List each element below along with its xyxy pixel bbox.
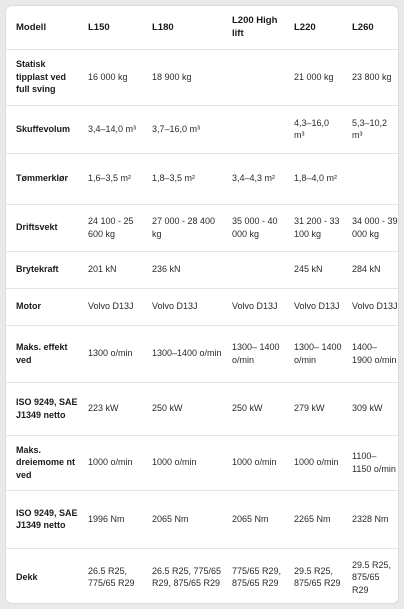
row-label: Statisk tipplast ved full sving <box>6 49 78 105</box>
table-cell: 279 kW <box>284 382 342 435</box>
table-cell <box>222 105 284 153</box>
table-row-driftsvekt <box>6 204 398 251</box>
row-label: Brytekraft <box>6 251 78 288</box>
table-row-skuffevolum <box>6 105 398 153</box>
table-cell: 245 kN <box>284 251 342 288</box>
table-cell: 201 kN <box>78 251 142 288</box>
table-cell: 1,8–3,5 m² <box>142 153 222 204</box>
row-label: ISO 9249, SAE J1349 netto <box>6 490 78 548</box>
table-cell: 1300–1400 o/min <box>142 325 222 382</box>
table-row-effekt-netto <box>6 382 398 435</box>
table-cell: 1000 o/min <box>78 435 142 490</box>
table-cell: 1000 o/min <box>284 435 342 490</box>
table-cell: 2265 Nm <box>284 490 342 548</box>
table-cell: 3,4–4,3 m² <box>222 153 284 204</box>
row-label: Maks. dreiemome nt ved <box>6 435 78 490</box>
table-cell: 284 kN <box>342 251 398 288</box>
table-cell: 1000 o/min <box>222 435 284 490</box>
table-cell <box>342 153 398 204</box>
table-cell: 21 000 kg <box>284 49 342 105</box>
table-row-tommerklor <box>6 153 398 204</box>
header-modell: Modell <box>6 6 78 49</box>
table-cell: 309 kW <box>342 382 398 435</box>
row-label: ISO 9249, SAE J1349 netto <box>6 382 78 435</box>
table-cell: 3,7–16,0 m³ <box>142 105 222 153</box>
table-cell: 5,3–10,2 m³ <box>342 105 398 153</box>
table-cell: 775/65 R29, 875/65 R29 <box>232 565 282 589</box>
table-cell: 236 kN <box>142 251 222 288</box>
table-cell: 250 kW <box>222 382 284 435</box>
table-row-motor <box>6 288 398 325</box>
table-cell: 4,3–16,0 m³ <box>284 105 342 153</box>
table-cell: 1300– 1400 o/min <box>284 325 342 382</box>
table-cell: 250 kW <box>142 382 222 435</box>
table-cell <box>222 251 284 288</box>
table-row-statisk-tipplast <box>6 49 398 105</box>
header-l180: L180 <box>142 6 222 49</box>
table-cell: 223 kW <box>78 382 142 435</box>
table-cell: 31 200 - 33 100 kg <box>284 204 342 251</box>
table-row-brytekraft <box>6 251 398 288</box>
table-cell: 1300– 1400 o/min <box>222 325 284 382</box>
header-l150: L150 <box>78 6 142 49</box>
table-cell: 2065 Nm <box>142 490 222 548</box>
table-row-maks-effekt <box>6 325 398 382</box>
table-cell: 27 000 - 28 400 kg <box>142 204 222 251</box>
table-cell: 35 000 - 40 000 kg <box>222 204 284 251</box>
row-label: Motor <box>6 288 78 325</box>
table-cell: 26.5 R25, 775/65 R29, 875/65 R29 <box>152 565 222 589</box>
table-cell: Volvo D13J <box>142 288 222 325</box>
row-label: Maks. effekt ved <box>6 325 78 382</box>
table-cell <box>222 49 284 105</box>
table-cell: Volvo D13J <box>222 288 284 325</box>
row-label: Dekk <box>16 572 38 582</box>
table-cell: Volvo D13J <box>342 288 398 325</box>
table-cell: 24 100 - 25 600 kg <box>78 204 142 251</box>
row-label: Tømmerklør <box>6 153 78 204</box>
table-cell: 2328 Nm <box>342 490 398 548</box>
spec-table <box>6 6 398 603</box>
table-cell: 2065 Nm <box>222 490 284 548</box>
header-l220: L220 <box>284 6 342 49</box>
table-row-maks-dreiemoment <box>6 435 398 490</box>
table-cell: 23 800 kg <box>342 49 398 105</box>
table-cell: Volvo D13J <box>284 288 342 325</box>
row-label: Driftsvekt <box>6 204 78 251</box>
table-cell: 18 900 kg <box>142 49 222 105</box>
table-cell: 26.5 R25, 775/65 R29 <box>88 565 135 589</box>
table-row-dreiemoment-netto <box>6 490 398 548</box>
table-cell: 1996 Nm <box>78 490 142 548</box>
table-cell: Volvo D13J <box>78 288 142 325</box>
table-cell: 3,4–14,0 m³ <box>78 105 142 153</box>
header-row <box>6 6 398 49</box>
table-cell: 1300 o/min <box>78 325 142 382</box>
table-cell: 1100– 1150 o/min <box>342 435 398 490</box>
table-cell: 1400– 1900 o/min <box>342 325 398 382</box>
table-cell: 29.5 R25, 875/65 R29 <box>294 565 341 589</box>
table-row-dekk <box>6 548 398 603</box>
table-cell: 1000 o/min <box>142 435 222 490</box>
header-l260: L260 <box>342 6 398 49</box>
table-cell: 34 000 - 39 000 kg <box>342 204 398 251</box>
row-label: Skuffevolum <box>6 105 78 153</box>
table-cell: 29.5 R25, 875/65 R29 <box>352 559 392 595</box>
table-cell: 16 000 kg <box>78 49 142 105</box>
header-l200-high-lift: L200 High lift <box>222 6 284 49</box>
table-cell: 1,8–4,0 m² <box>284 153 342 204</box>
table-cell: 1,6–3,5 m² <box>78 153 142 204</box>
spec-table-card <box>6 6 398 603</box>
